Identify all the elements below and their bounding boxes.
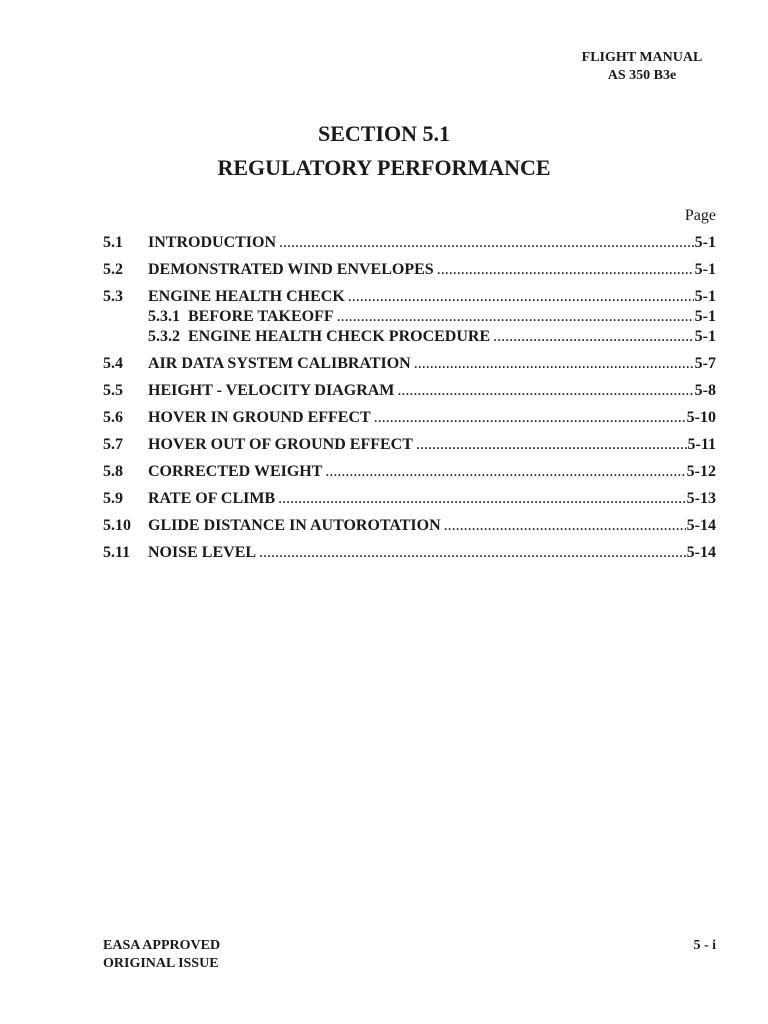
toc-entry-label bbox=[148, 327, 490, 347]
toc-entry-page: 5-10 bbox=[686, 409, 716, 426]
toc-dot-leader bbox=[414, 354, 694, 374]
section-number-title: SECTION 5.1 bbox=[317, 121, 451, 146]
toc-entry-page: 5-14 bbox=[686, 517, 716, 534]
toc-entry-number: 5.5 bbox=[103, 382, 123, 399]
toc-entry[interactable] bbox=[103, 354, 716, 374]
toc-entry-page: 5-1 bbox=[694, 328, 716, 345]
toc-entry[interactable] bbox=[103, 516, 716, 536]
toc-entry-number: 5.6 bbox=[103, 409, 123, 426]
header-manual-title: FLIGHT MANUAL bbox=[581, 50, 703, 65]
toc-dot-leader bbox=[325, 462, 685, 482]
toc-entry-label: ENGINE HEALTH CHECK bbox=[148, 288, 345, 305]
toc-subentry-text: BEFORE TAKEOFF bbox=[188, 308, 334, 325]
toc-dot-leader bbox=[279, 233, 694, 253]
toc-entry-label: HEIGHT - VELOCITY DIAGRAM bbox=[148, 382, 395, 399]
toc-entry-page: 5-14 bbox=[686, 544, 716, 561]
toc-entry-label: NOISE LEVEL bbox=[148, 544, 257, 561]
toc-subentry-number: 5.3.1 bbox=[148, 308, 180, 325]
footer-approval-line: EASA APPROVED bbox=[103, 938, 221, 953]
toc-entry-page: 5-7 bbox=[694, 355, 716, 372]
toc-entry-page: 5-1 bbox=[694, 288, 716, 305]
toc-dot-leader bbox=[374, 408, 686, 428]
toc-entry-page: 5-11 bbox=[687, 436, 716, 453]
footer-issue-line: ORIGINAL ISSUE bbox=[103, 956, 219, 971]
toc-entry-number: 5.11 bbox=[103, 544, 131, 561]
toc-entry-number: 5.7 bbox=[103, 436, 123, 453]
toc-entry[interactable] bbox=[103, 233, 716, 253]
toc-entry-number: 5.9 bbox=[103, 490, 123, 507]
toc-entry-number: 5.1 bbox=[103, 234, 123, 251]
toc-entry-number: 5.2 bbox=[103, 261, 123, 278]
toc-entry-number: 5.8 bbox=[103, 463, 123, 480]
toc-dot-leader bbox=[493, 327, 694, 347]
toc-entry[interactable] bbox=[103, 435, 716, 455]
toc-entry-number: 5.10 bbox=[103, 517, 131, 534]
toc-dot-leader bbox=[348, 287, 694, 307]
section-title-block bbox=[0, 120, 768, 182]
toc-entry-page: 5-8 bbox=[694, 382, 716, 399]
toc-entry-label: AIR DATA SYSTEM CALIBRATION bbox=[148, 355, 411, 372]
toc-entry-label bbox=[148, 307, 334, 327]
toc-entry-page: 5-1 bbox=[694, 261, 716, 278]
footer-page-number: 5 - i bbox=[693, 938, 716, 953]
toc-entry[interactable] bbox=[103, 408, 716, 428]
toc-entry[interactable] bbox=[103, 327, 716, 347]
toc-entry-number: 5.4 bbox=[103, 355, 123, 372]
toc-dot-leader bbox=[444, 516, 686, 536]
table-of-contents bbox=[103, 233, 716, 563]
toc-dot-leader bbox=[259, 543, 686, 563]
toc-entry[interactable] bbox=[103, 260, 716, 280]
toc-entry-label: CORRECTED WEIGHT bbox=[148, 463, 323, 480]
toc-subentry-text: ENGINE HEALTH CHECK PROCEDURE bbox=[188, 328, 491, 345]
toc-entry-page: 5-13 bbox=[686, 490, 716, 507]
toc-entry-page: 5-1 bbox=[694, 234, 716, 251]
toc-entry-number: 5.3 bbox=[103, 288, 123, 305]
toc-dot-leader bbox=[416, 435, 687, 455]
toc-entry-label: DEMONSTRATED WIND ENVELOPES bbox=[148, 261, 434, 278]
toc-entry[interactable] bbox=[103, 381, 716, 401]
toc-entry[interactable] bbox=[103, 462, 716, 482]
toc-entry[interactable] bbox=[103, 287, 716, 307]
toc-dot-leader bbox=[397, 381, 693, 401]
page-column-label: Page bbox=[684, 207, 716, 224]
toc-entry-label: RATE OF CLIMB bbox=[148, 490, 276, 507]
toc-entry-label: HOVER OUT OF GROUND EFFECT bbox=[148, 436, 413, 453]
toc-entry-page: 5-12 bbox=[686, 463, 716, 480]
toc-dot-leader bbox=[278, 489, 686, 509]
toc-entry-label: INTRODUCTION bbox=[148, 234, 277, 251]
document-header bbox=[560, 49, 724, 85]
toc-dot-leader bbox=[437, 260, 694, 280]
toc-entry[interactable] bbox=[103, 543, 716, 563]
toc-dot-leader bbox=[337, 307, 694, 327]
toc-subentry-number: 5.3.2 bbox=[148, 328, 180, 345]
toc-entry[interactable] bbox=[103, 307, 716, 327]
toc-entry[interactable] bbox=[103, 489, 716, 509]
toc-entry-page: 5-1 bbox=[694, 308, 716, 325]
footer-approval bbox=[103, 937, 220, 973]
header-aircraft-model: AS 350 B3e bbox=[607, 68, 677, 83]
section-subtitle: REGULATORY PERFORMANCE bbox=[217, 155, 551, 180]
toc-entry-label: GLIDE DISTANCE IN AUTOROTATION bbox=[148, 517, 441, 534]
toc-entry-label: HOVER IN GROUND EFFECT bbox=[148, 409, 371, 426]
